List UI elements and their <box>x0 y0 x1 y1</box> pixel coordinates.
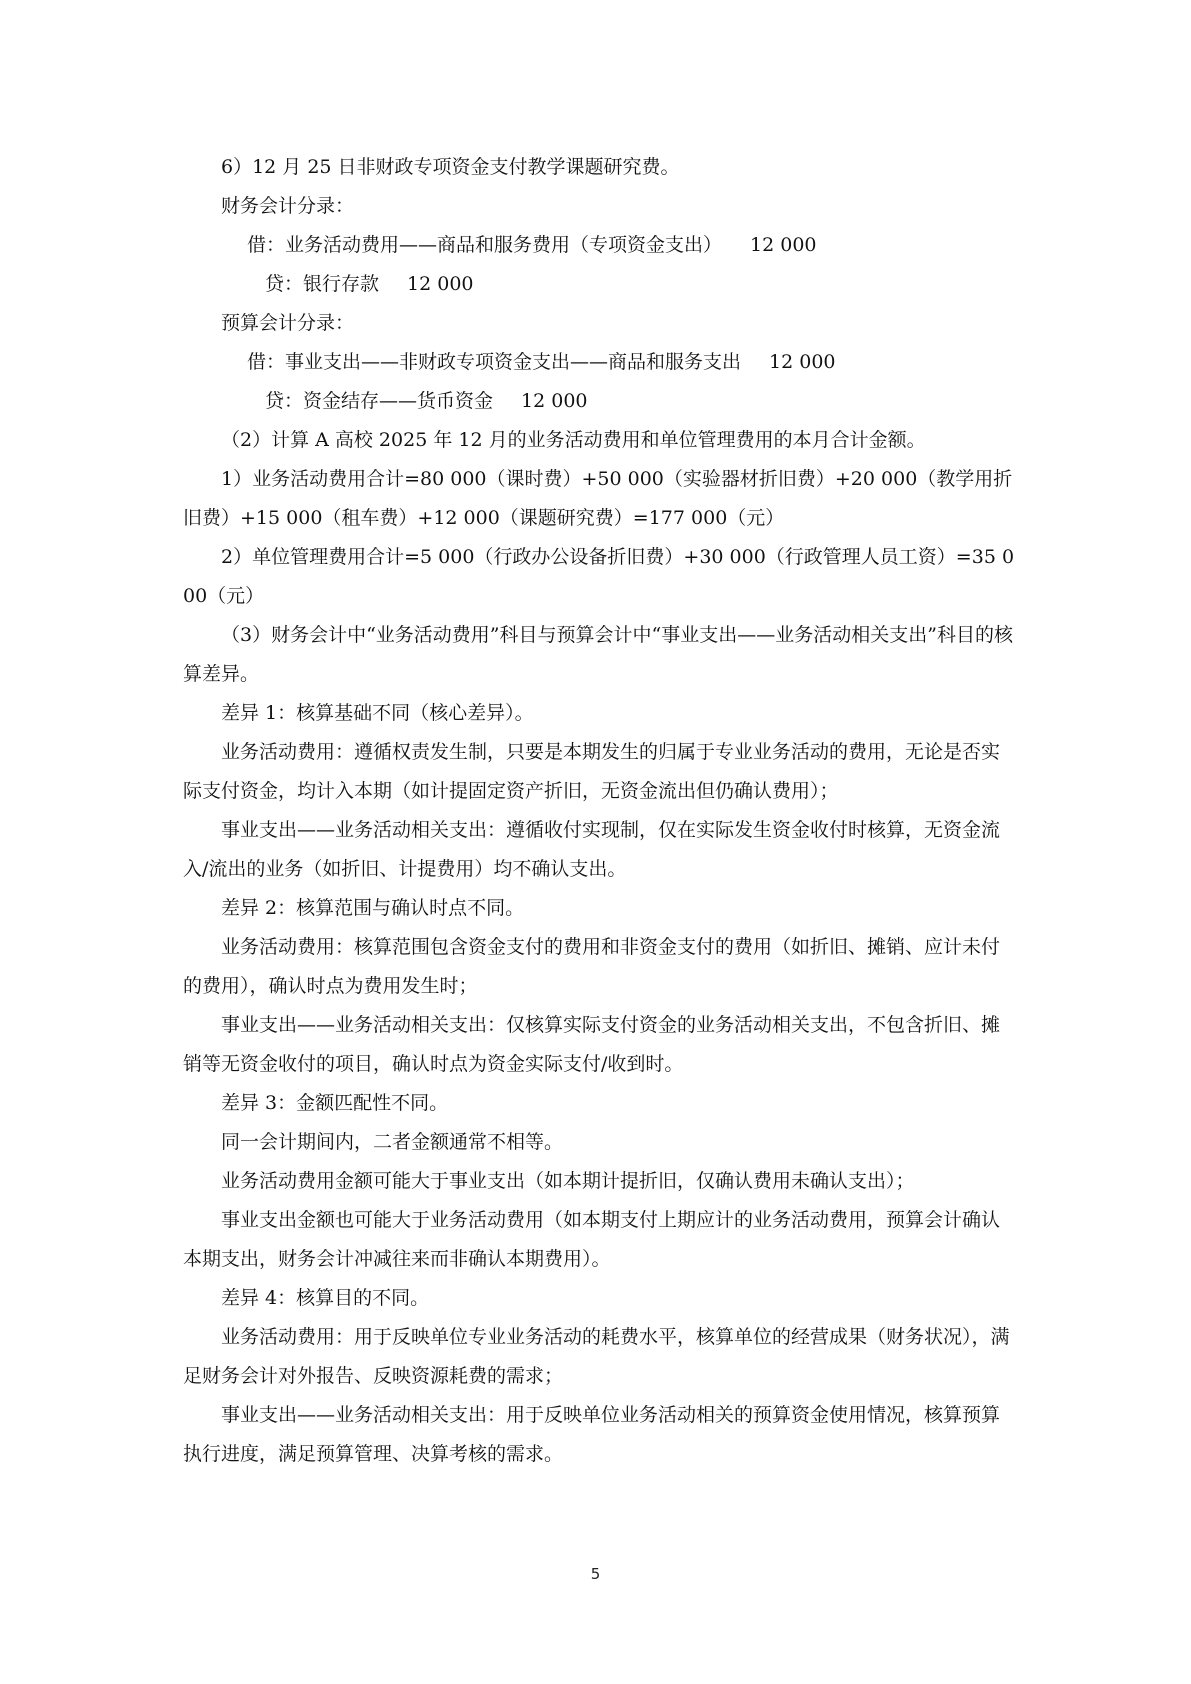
budget-credit-line <box>183 382 1018 421</box>
difference-1-heading: 差异 1：核算基础不同（核心差异）。 <box>221 702 534 724</box>
financial-entry-label: 财务会计分录： <box>221 195 355 217</box>
difference-1-outlay: 事业支出——业务活动相关支出：遵循收付实现制，仅在实际发生资金收付时核算，无资金流入/流出的业务（如折旧、计提费用）均不确认支出。 <box>183 819 1001 880</box>
credit-line <box>183 265 1018 304</box>
difference-3-heading: 差异 3：金额匹配性不同。 <box>221 1092 449 1114</box>
entry-heading: 6）12 月 25 日非财政专项资金支付教学课题研究费。 <box>221 156 680 178</box>
question-2-heading: （2）计算 A 高校 2025 年 12 月的业务活动费用和单位管理费用的本月合计金额。 <box>221 429 926 451</box>
budget-entry-label: 预算会计分录： <box>221 312 355 334</box>
management-expense-total: 2）单位管理费用合计=5 000（行政办公设备折旧费）+30 000（行政管理人员工资）=35 000（元） <box>183 546 1015 607</box>
budget-debit-amount: 12 000 <box>769 351 836 373</box>
debit-text: 借：业务活动费用——商品和服务费用（专项资金支出） <box>247 234 723 256</box>
credit-amount: 12 000 <box>407 273 474 295</box>
difference-4-heading: 差异 4：核算目的不同。 <box>221 1287 430 1309</box>
budget-debit-text: 借：事业支出——非财政专项资金支出——商品和服务支出 <box>247 351 742 373</box>
credit-text: 贷：银行存款 <box>265 273 380 295</box>
difference-2-heading: 差异 2：核算范围与确认时点不同。 <box>221 897 525 919</box>
difference-2-outlay: 事业支出——业务活动相关支出：仅核算实际支付资金的业务活动相关支出，不包含折旧、摊销等无资金收付的项目，确认时点为资金实际支付/收到时。 <box>183 1014 1001 1075</box>
budget-credit-amount: 12 000 <box>521 390 588 412</box>
budget-credit-text: 贷：资金结存——货币资金 <box>265 390 494 412</box>
difference-4-outlay: 事业支出——业务活动相关支出：用于反映单位业务活动相关的预算资金使用情况，核算预算执行进度，满足预算管理、决算考核的需求。 <box>183 1404 1001 1465</box>
page-number: 5 <box>590 1565 601 1583</box>
budget-debit-line <box>183 343 1018 382</box>
difference-3-outlay: 事业支出金额也可能大于业务活动费用（如本期支付上期应计的业务活动费用，预算会计确认本期支出，财务会计冲减往来而非确认本期费用）。 <box>183 1209 1001 1270</box>
difference-3-intro: 同一会计期间内，二者金额通常不相等。 <box>221 1131 564 1153</box>
difference-1-expense: 业务活动费用：遵循权责发生制，只要是本期发生的归属于专业业务活动的费用，无论是否实际支付资金，均计入本期（如计提固定资产折旧，无资金流出但仍确认费用）； <box>183 741 1001 802</box>
page-body <box>183 148 1018 1474</box>
question-3-heading: （3）财务会计中“业务活动费用”科目与预算会计中“事业支出——业务活动相关支出”科目的核算差异。 <box>183 624 1013 685</box>
debit-line <box>183 226 1018 265</box>
difference-4-expense: 业务活动费用：用于反映单位专业业务活动的耗费水平，核算单位的经营成果（财务状况），满足财务会计对外报告、反映资源耗费的需求； <box>183 1326 1010 1387</box>
debit-amount: 12 000 <box>750 234 817 256</box>
business-expense-total: 1）业务活动费用合计=80 000（课时费）+50 000（实验器材折旧费）+20 000（教学用折旧费）+15 000（租车费）+12 000（课题研究费）=177 000（元） <box>183 468 1013 529</box>
difference-3-expense: 业务活动费用金额可能大于事业支出（如本期计提折旧，仅确认费用未确认支出）； <box>221 1170 915 1192</box>
difference-2-expense: 业务活动费用：核算范围包含资金支付的费用和非资金支付的费用（如折旧、摊销、应计未付的费用），确认时点为费用发生时； <box>183 936 1001 997</box>
